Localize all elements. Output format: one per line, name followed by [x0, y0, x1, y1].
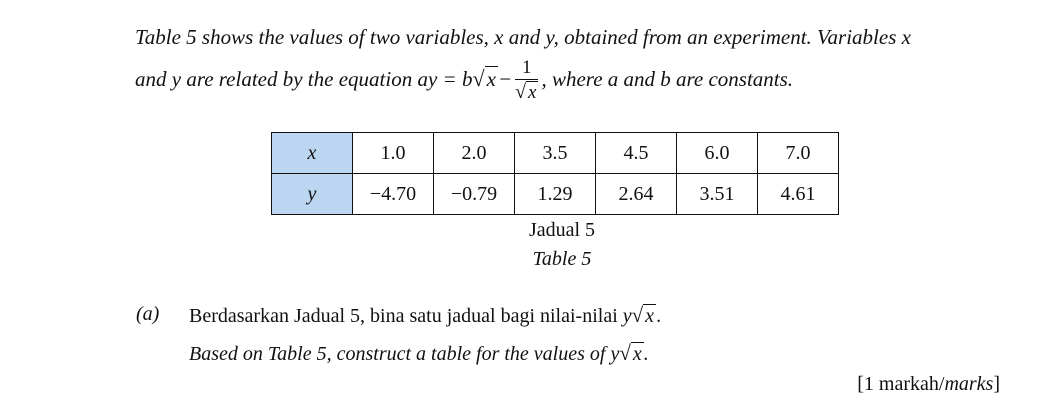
marks-malay: [1 markah/ — [857, 373, 945, 395]
row-header-y: y — [272, 174, 353, 215]
intro-line-1: Table 5 shows the values of two variables, x and y, obtained from an experiment. Variables x — [135, 25, 911, 49]
sqrt-icon: √ — [619, 341, 631, 365]
equation-sqrt — [472, 67, 497, 91]
data-table — [271, 132, 839, 215]
table-cell: −0.79 — [434, 174, 515, 215]
table-caption-malay: Jadual 5 — [528, 219, 596, 241]
table-caption-english: Table 5 — [532, 248, 592, 270]
question-label: (a) — [136, 303, 160, 325]
equation — [417, 56, 541, 103]
question-text-malay — [189, 303, 661, 328]
row-header-x: x — [272, 133, 353, 174]
table-cell: 3.5 — [515, 133, 596, 174]
question-malay-body: Berdasarkan Jadual 5, bina satu jadual bagi nilai-nilai — [189, 305, 618, 327]
sqrt-icon: √ — [631, 303, 644, 327]
table-cell: 7.0 — [758, 133, 839, 174]
table-cell: 1.0 — [353, 133, 434, 174]
question-expression — [623, 305, 656, 327]
sqrt-icon: √ — [515, 80, 527, 103]
question-english-body: Based on Table 5, construct a table for the values of — [189, 343, 606, 365]
intro-paragraph — [135, 16, 1035, 104]
table-cell: 6.0 — [677, 133, 758, 174]
question-end-mark: . — [643, 343, 649, 365]
table-cell: 2.0 — [434, 133, 515, 174]
table-cell: 1.29 — [515, 174, 596, 215]
expr-sqrt — [619, 343, 643, 365]
table-cell: 4.61 — [758, 174, 839, 215]
intro-line-2-suffix: , where a and b are constants. — [541, 67, 794, 91]
equation-lhs: ay = b — [417, 67, 473, 91]
expr-var: y — [622, 305, 632, 327]
intro-line-2-prefix: and y are related by the equation — [135, 67, 413, 91]
expr-sqrt-var: x — [632, 343, 642, 365]
fraction-numerator: 1 — [515, 58, 538, 80]
denominator-var: x — [528, 81, 537, 103]
expr-sqrt — [632, 305, 656, 327]
table-cell: −4.70 — [353, 174, 434, 215]
equation-sqrt-var: x — [486, 67, 496, 91]
expr-var: y — [610, 343, 620, 365]
table-cell: 2.64 — [596, 174, 677, 215]
question-text-english — [189, 341, 649, 366]
question-expression — [610, 343, 643, 365]
table-row-y — [272, 174, 839, 215]
table-row-x — [272, 133, 839, 174]
table-cell: 4.5 — [596, 133, 677, 174]
marks-close: ] — [993, 373, 1000, 395]
table-cell: 3.51 — [677, 174, 758, 215]
expr-sqrt-var: x — [645, 305, 655, 327]
equation-fraction — [515, 58, 538, 103]
sqrt-icon: √ — [472, 66, 485, 91]
marks-label — [857, 373, 1000, 396]
intro-line-2 — [135, 58, 1035, 104]
marks-english: marks — [944, 373, 994, 395]
fraction-denominator — [515, 80, 538, 103]
question-end-mark: . — [656, 305, 662, 327]
equation-minus: − — [497, 67, 513, 91]
